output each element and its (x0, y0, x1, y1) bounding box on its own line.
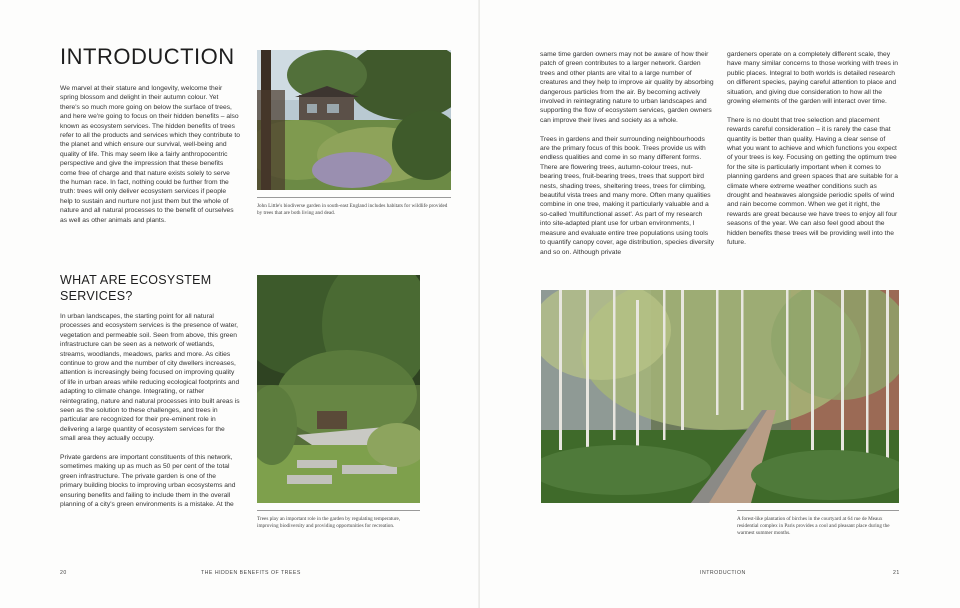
right-column-1 (540, 50, 715, 266)
col2-paragraph-1: gardeners operate on a completely different scale, they have many similar concerns to those working with trees in public places. Integral to both worlds is detailed research on different species, paying careful attention to place and situation, and giving due consideration to how all the growing elements of the garden will interact over time. (727, 51, 898, 106)
birch-courtyard-photo (541, 290, 899, 503)
col1-paragraph-2: Trees in gardens and their surrounding neighbourhoods are the primary focus of this book. Trees provide us with endless qualities and come in so many different forms. There are flowering trees, autumn-colour trees, nut-bearing trees, fruit-bearing trees, trees that support bird nests, shading trees, sheltering trees, trees for climbing, beautiful vista trees and many more. Often many qualities combine in one tree, making it particularly valuable and a so-called 'multifunctional asset'. As part of my research into site-adapted plant use for urban environments, I measure and evaluate entire tree populations using tools to quantify canopy cover, age distribution, species diversity and so on. Although private (540, 135, 714, 256)
col2-paragraph-2: There is no doubt that tree selection and placement rewards careful consideration – it is rarely the case that quantity is better than quality. Having a clear sense of what you want to achieve and which functions you expect of your trees is key. Focusing on getting the optimum tree for the site is particularly important when it comes to planning gardens and green spaces that are suitable for a climate where extreme weather conditions such as drought and heatwaves alongside periodic spells of wind and rain become common. When we get it right, the rewards are great because we have trees to enjoy all four seasons of the year. We can also feel good about the hidden benefits these trees will be providing well into the future. (727, 116, 899, 247)
caption-patio-garden: Trees play an important role in the garden by regulating temperature, improving biodiversity and providing opportunities for recreation. (257, 510, 420, 530)
folio-number-left: 20 (60, 570, 67, 576)
intro-paragraph: We marvel at their stature and longevity, welcome their spring blossom and delight in their autumn colour. Yet there's so much more going on below the surface of trees, and here we're going to focus on their hidden benefits – also known as ecosystem services. The hidden benefits of trees refer to all the products and services which they contribute to the planet and which ensure our survival, well-being and quality of life. This may seem like a fairly anthropocentric perspective and give the impression that these benefits come free of charge and that nature exists solely to serve the human race. In fact, nothing could be further from the truth: trees will only deliver ecosystem services if people help to sustain and nurture not just them but the whole of nature and all natural processes to the benefit of ourselves as well as other animals and plants. (60, 85, 240, 224)
caption-birch-courtyard: A forest-like plantation of birches in the courtyard at 64 rue de Meaux residential complex in Paris provides a cool and pleasant place during the warmest summer months. (737, 510, 899, 537)
section-column (60, 312, 240, 519)
caption-garden-cabin: John Little's biodiverse garden in south-east England includes habitats for wildlife provided by trees that are both living and dead. (257, 197, 451, 217)
section-heading: WHAT ARE ECOSYSTEM SERVICES? (60, 273, 212, 303)
col1-paragraph-1: same time garden owners may not be aware of how their patch of green contributes to a larger network. Garden trees and other plants are vital to a large number of creatures and they help to improve air quality by absorbing dangerous particles from the air. By becoming actively involved in reintegrating nature to urban landscapes and supporting the flow of ecosystem services, garden owners can improve their lives and society as a whole. (540, 51, 714, 124)
patio-garden-photo (257, 275, 420, 503)
right-page (480, 0, 960, 608)
running-title-right: INTRODUCTION (700, 570, 746, 576)
running-title-left: THE HIDDEN BENEFITS OF TREES (201, 570, 301, 576)
right-column-2 (727, 50, 899, 257)
garden-cabin-photo (257, 50, 451, 190)
section-paragraph-1: In urban landscapes, the starting point for all natural processes and ecosystem services is the presence of water, vegetation and permeable soil. Seen from above, this green infrastructure can be seen as a network of wetlands, streams, woodlands, meadows, parks and more. As cities continue to grow and the number of city dwellers increases, attention is increasingly being focused on improving quality of life in urban areas while reducing ecological footprints and adapting to climate change. Integrating, or rather reintegrating, nature and natural processes into built areas is seen as the solution to these challenges, and trees in particular are recognized for their pre-eminent role in delivering a large quantity of ecosystem services for the small area they actually occupy. (60, 313, 240, 443)
folio-number-right: 21 (893, 570, 900, 576)
intro-column (60, 84, 240, 234)
section-paragraph-2: Private gardens are important constituents of this network, sometimes making up as much as 50 per cent of the total green infrastructure. The private garden is one of the primary building blocks to improving urban ecosystems and ensuring benefits and failing to include them in the overall planning of a city's green environments is a mistake. At the (60, 454, 236, 509)
page-title: INTRODUCTION (60, 44, 235, 69)
